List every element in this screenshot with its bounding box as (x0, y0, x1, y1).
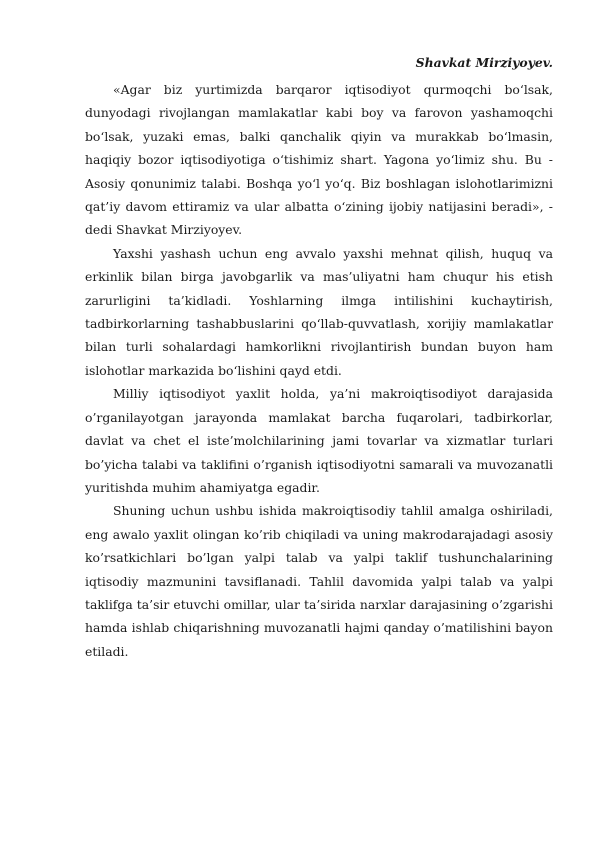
author-signature: Shavkat Mirziyoyev. (415, 55, 553, 70)
paragraph-macro-analysis: Shuning uchun ushbu ishida makroiqtisodiy tahlil amalga oshiriladi, eng awalo yaxlit olingan ko’rib chiqiladi va uning makrodarajadagi asosiy ko’rsatkichlari bo’lgan yalpi talab va yalpi taklif tushunchalarining iqtisodiy mazmunini tavsiflanadi. Tahlil davomida yalpi talab va yalpi taklifga ta’sir etuvchi omillar, ular ta’sirida narxlar darajasining o’zgarishi hamda ishlab chiqarishning muvozanatli hajmi qanday o’matilishini bayon etiladi. (85, 503, 553, 659)
paragraph-national-economy: Milliy iqtisodiyot yaxlit holda, ya’ni makroiqtisodiyot darajasida o’rganilayotgan jarayonda mamlakat barcha fuqarolari, tadbirkorlar, davlat va chet el iste’molchilarining jami tovarlar va xizmatlar turlari bo’yicha talabi va taklifini o’rganish iqtisodiyotni samarali va muvozanatli yuritishda muhim ahamiyatga egadir. (85, 386, 553, 495)
document-page (85, 51, 553, 663)
paragraph-quote: «Agar biz yurtimizda barqaror iqtisodiyot qurmoqchi bo‘lsak, dunyodagi rivojlangan mamlakatlar kabi boy va farovon yashamoqchi bo‘lsak, yuzaki emas, balki qanchalik qiyin va murakkab bo‘lmasin, haqiqiy bozor iqtisodiyotiga o‘tishimiz shart. Yagona yo‘limiz shu. Bu - Asosiy qonunimiz talabi. Boshqa yo‘l yo‘q. Biz boshlagan islohotlarimizni qat’iy davom ettiramiz va ular albatta o‘zining ijobiy natijasini beradi», - dedi Shavkat Mirziyoyev. (85, 82, 553, 238)
paragraph-responsibility: Yaxshi yashash uchun eng avvalo yaxshi mehnat qilish, huquq va erkinlik bilan birga javobgarlik va mas’uliyatni ham chuqur his etish zarurligini ta’kidladi. Yoshlarning ilmga intilishini kuchaytirish, tadbirkorlarning tashabbuslarini qo‘llab-quvvatlash, xorijiy mamlakatlar bilan turli sohalardagi hamkorlikni rivojlantirish bundan buyon ham islohotlar markazida bo‘lishini qayd etdi. (85, 245, 553, 378)
